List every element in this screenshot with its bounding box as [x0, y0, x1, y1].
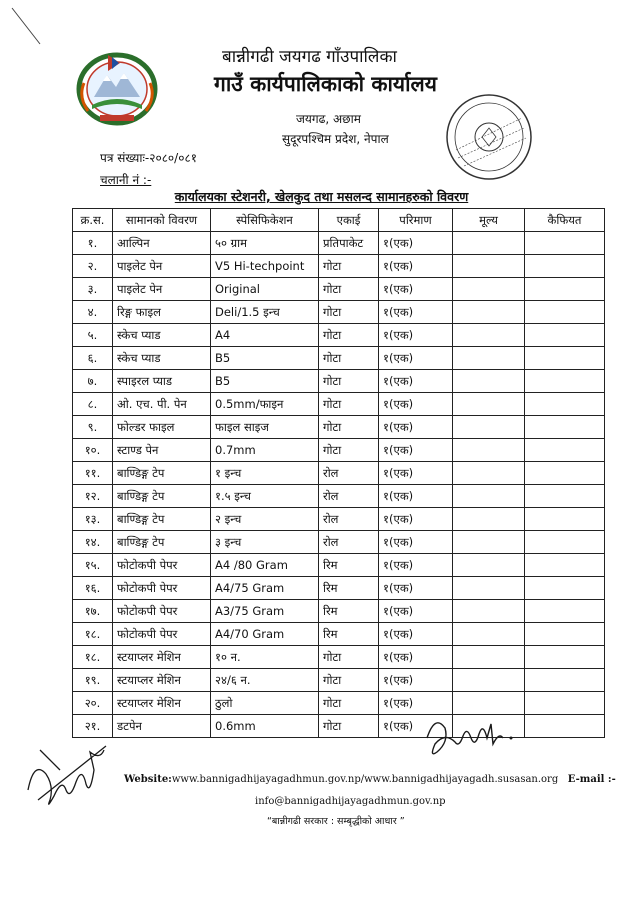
table-cell: पाइलेट पेन — [113, 278, 211, 301]
items-table — [72, 208, 605, 738]
header-unit: एकाई — [319, 209, 379, 232]
table-cell: १(एक) — [379, 646, 453, 669]
table-cell: गोटा — [319, 646, 379, 669]
table-cell: ११. — [73, 462, 113, 485]
table-cell: २०. — [73, 692, 113, 715]
table-cell — [453, 301, 525, 324]
table-cell — [453, 646, 525, 669]
table-cell — [525, 278, 605, 301]
office-name: गाउँ कार्यपालिकाको कार्यालय — [214, 72, 437, 96]
scan-mark — [0, 0, 50, 60]
table-cell: बाण्डिङ्ग टेप — [113, 462, 211, 485]
table-cell: गोटा — [319, 416, 379, 439]
table-cell: रिङ्ग फाइल — [113, 301, 211, 324]
table-cell — [453, 439, 525, 462]
table-cell — [525, 301, 605, 324]
table-cell: फोटोकपी पेपर — [113, 623, 211, 646]
table-row — [73, 416, 605, 439]
table-row — [73, 600, 605, 623]
table-cell: १८. — [73, 646, 113, 669]
table-row — [73, 577, 605, 600]
table-cell: ३ इन्च — [211, 531, 319, 554]
office-province: सुदूरपश्चिम प्रदेश, नेपाल — [282, 132, 389, 146]
table-cell: Original — [211, 278, 319, 301]
table-cell: २. — [73, 255, 113, 278]
table-cell: १. — [73, 232, 113, 255]
table-cell: १(एक) — [379, 232, 453, 255]
table-cell — [453, 508, 525, 531]
table-cell: फाइल साइज — [211, 416, 319, 439]
table-cell: १(एक) — [379, 715, 453, 738]
table-row — [73, 531, 605, 554]
table-cell: B5 — [211, 370, 319, 393]
table-cell: स्टयाप्लर मेशिन — [113, 669, 211, 692]
table-cell: ८. — [73, 393, 113, 416]
table-cell — [525, 669, 605, 692]
table-cell: १८. — [73, 623, 113, 646]
signature-left — [20, 730, 115, 820]
table-cell: A4/70 Gram — [211, 623, 319, 646]
table-cell: स्टयाप्लर मेशिन — [113, 692, 211, 715]
table-cell — [525, 531, 605, 554]
table-row — [73, 462, 605, 485]
table-cell — [525, 393, 605, 416]
letter-number: पत्र संख्याः-२०८०/०८१ — [100, 151, 197, 165]
table-row — [73, 669, 605, 692]
header-price: मूल्य — [453, 209, 525, 232]
table-cell: A3/75 Gram — [211, 600, 319, 623]
table-cell: १(एक) — [379, 370, 453, 393]
table-cell — [525, 347, 605, 370]
table-cell: फोटोकपी पेपर — [113, 600, 211, 623]
footer-motto: “बान्नीगढी सरकार : सम्बृद्धीको आधार ” — [267, 816, 405, 827]
table-cell: रोल — [319, 531, 379, 554]
table-cell: बाण्डिङ्ग टेप — [113, 508, 211, 531]
table-cell — [453, 370, 525, 393]
table-cell: गोटा — [319, 669, 379, 692]
table-row — [73, 347, 605, 370]
table-cell: 0.7mm — [211, 439, 319, 462]
office-seal — [442, 90, 536, 184]
table-row — [73, 439, 605, 462]
table-cell: १(एक) — [379, 508, 453, 531]
table-header-row — [73, 209, 605, 232]
table-cell — [525, 232, 605, 255]
table-cell: गोटा — [319, 301, 379, 324]
table-cell: गोटा — [319, 255, 379, 278]
municipality-name: बान्नीगढी जयगढ गाँउपालिका — [222, 47, 397, 67]
table-cell — [453, 554, 525, 577]
table-cell — [453, 531, 525, 554]
table-cell: २१. — [73, 715, 113, 738]
table-cell: ५. — [73, 324, 113, 347]
table-row — [73, 485, 605, 508]
table-cell: रिम — [319, 600, 379, 623]
table-cell — [525, 439, 605, 462]
table-cell — [453, 416, 525, 439]
table-cell: १(एक) — [379, 485, 453, 508]
website-link[interactable]: www.bannigadhijayagadhmun.gov.np/www.bannigadhijayagadh.susasan.org — [171, 774, 559, 785]
header-remarks: कैफियत — [525, 209, 605, 232]
table-cell: १३. — [73, 508, 113, 531]
table-row — [73, 508, 605, 531]
table-cell: गोटा — [319, 347, 379, 370]
table-cell: गोटा — [319, 370, 379, 393]
table-cell — [525, 462, 605, 485]
email-label: E-mail :- — [567, 774, 616, 785]
table-row — [73, 646, 605, 669]
table-cell: गोटा — [319, 324, 379, 347]
table-cell — [453, 577, 525, 600]
table-cell: रिम — [319, 623, 379, 646]
table-cell: बाण्डिङ्ग टेप — [113, 485, 211, 508]
table-cell: V5 Hi-techpoint — [211, 255, 319, 278]
table-cell — [525, 554, 605, 577]
table-cell: १(एक) — [379, 623, 453, 646]
table-cell: ५० ग्राम — [211, 232, 319, 255]
table-cell — [525, 508, 605, 531]
table-cell — [525, 255, 605, 278]
table-cell: १(एक) — [379, 278, 453, 301]
table-cell: बाण्डिङ्ग टेप — [113, 531, 211, 554]
table-cell: ठुलो — [211, 692, 319, 715]
table-row — [73, 278, 605, 301]
table-cell — [453, 324, 525, 347]
table-cell — [525, 416, 605, 439]
dispatch-number: चलानी नं :- — [100, 173, 152, 187]
table-cell — [525, 692, 605, 715]
table-cell — [525, 370, 605, 393]
office-location: जयगढ, अछाम — [296, 112, 361, 126]
table-cell — [453, 623, 525, 646]
table-cell: ९. — [73, 416, 113, 439]
table-cell — [525, 324, 605, 347]
table-cell — [525, 715, 605, 738]
table-cell: B5 — [211, 347, 319, 370]
signature-right — [415, 708, 525, 768]
table-cell: १(एक) — [379, 439, 453, 462]
table-cell: १(एक) — [379, 669, 453, 692]
table-cell — [525, 485, 605, 508]
table-cell: आल्पिन — [113, 232, 211, 255]
table-cell: A4/75 Gram — [211, 577, 319, 600]
table-row — [73, 554, 605, 577]
table-cell: १(एक) — [379, 416, 453, 439]
table-cell: रिम — [319, 577, 379, 600]
table-row — [73, 255, 605, 278]
table-cell: गोटा — [319, 439, 379, 462]
table-cell — [453, 485, 525, 508]
table-cell: A4 /80 Gram — [211, 554, 319, 577]
table-cell: १(एक) — [379, 324, 453, 347]
email-link[interactable]: info@bannigadhijayagadhmun.gov.np — [255, 796, 446, 807]
table-cell: २ इन्च — [211, 508, 319, 531]
table-cell: स्पाइरल प्याड — [113, 370, 211, 393]
table-cell: १ इन्च — [211, 462, 319, 485]
table-cell: रोल — [319, 508, 379, 531]
table-cell: १(एक) — [379, 692, 453, 715]
table-cell — [453, 278, 525, 301]
table-row — [73, 370, 605, 393]
table-cell — [525, 577, 605, 600]
table-cell: स्टाण्ड पेन — [113, 439, 211, 462]
table-cell: १(एक) — [379, 577, 453, 600]
table-cell: १२. — [73, 485, 113, 508]
header-serial: क्र.स. — [73, 209, 113, 232]
table-cell: २४/६ न. — [211, 669, 319, 692]
table-row — [73, 232, 605, 255]
table-body — [73, 232, 605, 738]
website-label: Website: — [124, 774, 172, 785]
table-cell: Deli/1.5 इन्च — [211, 301, 319, 324]
table-cell: १.५ इन्च — [211, 485, 319, 508]
table-row — [73, 623, 605, 646]
table-cell: १७. — [73, 600, 113, 623]
footer-contact — [124, 774, 616, 785]
table-cell — [525, 623, 605, 646]
table-row — [73, 324, 605, 347]
table-cell: रोल — [319, 462, 379, 485]
table-cell: पाइलेट पेन — [113, 255, 211, 278]
table-cell: १(एक) — [379, 347, 453, 370]
table-cell: स्केच प्याड — [113, 324, 211, 347]
table-cell: गोटा — [319, 715, 379, 738]
table-cell: डटपेन — [113, 715, 211, 738]
table-cell — [453, 255, 525, 278]
table-cell: ७. — [73, 370, 113, 393]
table-cell: १(एक) — [379, 531, 453, 554]
table-cell: गोटा — [319, 393, 379, 416]
table-cell: रोल — [319, 485, 379, 508]
table-cell — [453, 393, 525, 416]
table-cell: १५. — [73, 554, 113, 577]
table-cell: १(एक) — [379, 462, 453, 485]
table-cell: प्रतिपाकेट — [319, 232, 379, 255]
table-cell: १(एक) — [379, 301, 453, 324]
table-cell: फोल्डर फाइल — [113, 416, 211, 439]
header-specification: स्पेसिफिकेशन — [211, 209, 319, 232]
table-cell — [453, 669, 525, 692]
table-cell — [525, 646, 605, 669]
table-cell: फोटोकपी पेपर — [113, 577, 211, 600]
table-cell — [453, 232, 525, 255]
table-cell: रिम — [319, 554, 379, 577]
table-cell: ३. — [73, 278, 113, 301]
table-cell: स्टयाप्लर मेशिन — [113, 646, 211, 669]
table-cell: १(एक) — [379, 255, 453, 278]
municipality-emblem — [72, 45, 162, 127]
table-cell: १(एक) — [379, 393, 453, 416]
table-cell: 0.5mm/फाइन — [211, 393, 319, 416]
table-cell: १(एक) — [379, 600, 453, 623]
table-cell: ओ. एच. पी. पेन — [113, 393, 211, 416]
table-cell: १४. — [73, 531, 113, 554]
table-row — [73, 393, 605, 416]
table-cell — [453, 600, 525, 623]
table-cell: गोटा — [319, 692, 379, 715]
header-quantity: परिमाण — [379, 209, 453, 232]
table-cell — [453, 462, 525, 485]
table-title: कार्यालयका स्टेशनरी, खेलकुद तथा मसलन्द सामानहरुको विवरण — [174, 189, 469, 204]
table-cell: १०. — [73, 439, 113, 462]
table-cell — [525, 600, 605, 623]
table-cell: A4 — [211, 324, 319, 347]
table-cell: १० न. — [211, 646, 319, 669]
table-cell: गोटा — [319, 278, 379, 301]
table-cell: १६. — [73, 577, 113, 600]
table-cell: १(एक) — [379, 554, 453, 577]
table-cell: स्केच प्याड — [113, 347, 211, 370]
table-cell: ४. — [73, 301, 113, 324]
table-cell — [453, 347, 525, 370]
table-row — [73, 301, 605, 324]
table-cell: १९. — [73, 669, 113, 692]
table-cell: 0.6mm — [211, 715, 319, 738]
table-cell: फोटोकपी पेपर — [113, 554, 211, 577]
table-cell: ६. — [73, 347, 113, 370]
header-item: सामानको विवरण — [113, 209, 211, 232]
